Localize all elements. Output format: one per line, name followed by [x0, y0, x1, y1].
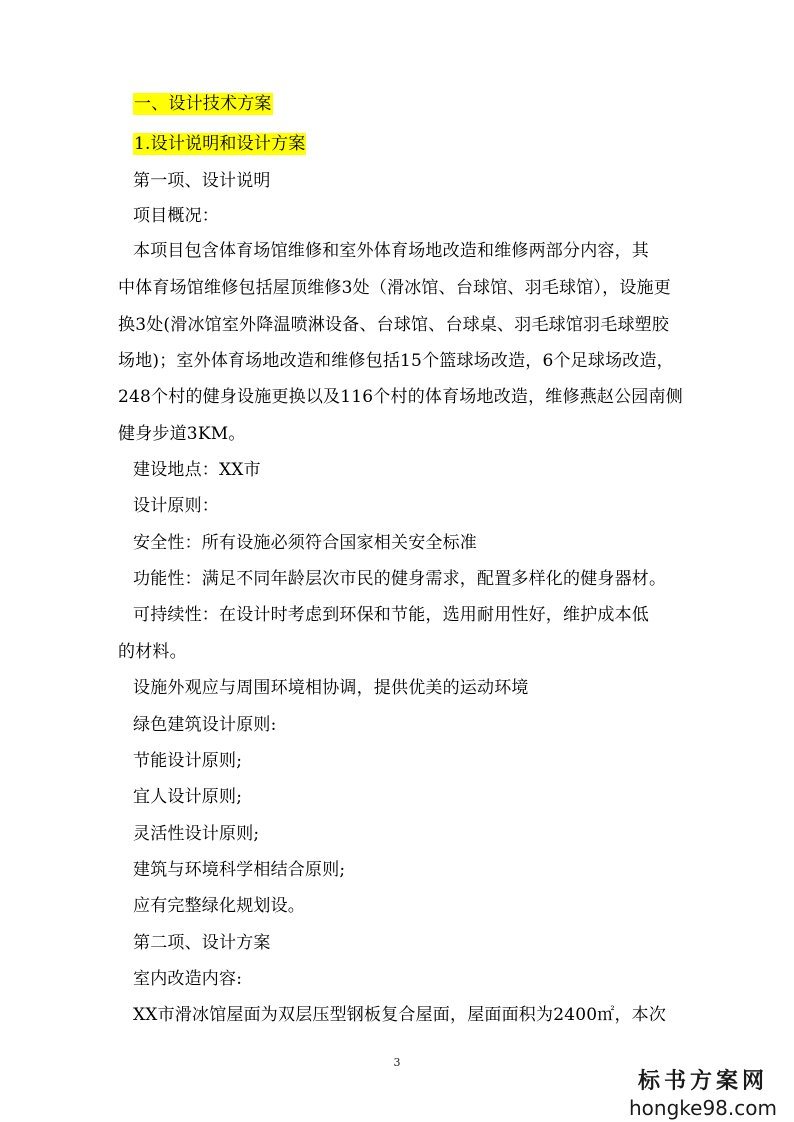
watermark-cn: 标书方案网 [637, 1069, 768, 1094]
body-line: 设计原则： [133, 496, 219, 516]
body-line: 项目概况： [133, 206, 219, 226]
body-line: 248个村的健身设施更换以及116个村的体育场地改造，维修燕赵公园南侧 [118, 387, 683, 407]
body-line: 换3处(滑冰馆室外降温喷淋设备、台球馆、台球桌、羽毛球馆羽毛球塑胶 [118, 315, 670, 335]
body-line: 建设地点：XX市 [133, 460, 261, 480]
body-line: XX市滑冰馆屋面为双层压型钢板复合屋面，屋面面积为2400㎡，本次 [133, 1005, 667, 1025]
body-line: 第二项、设计方案 [133, 933, 271, 953]
body-line: 应有完整绿化规划设。 [133, 896, 305, 916]
body-line: 室内改造内容: [133, 969, 243, 989]
heading-level-1 [133, 93, 273, 115]
body-line: 本项目包含体育场馆维修和室外体育场地改造和维修两部分内容，其 [133, 241, 649, 261]
page-number: 3 [393, 1056, 401, 1069]
body-line: 场地)；室外体育场地改造和维修包括15个篮球场改造，6个足球场改造， [118, 351, 674, 371]
body-line: 的材料。 [118, 642, 187, 662]
body-line: 可持续性：在设计时考虑到环保和节能，选用耐用性好，维护成本低 [133, 605, 649, 625]
highlighted-heading-2: 1.设计说明和设计方案 [134, 134, 306, 154]
highlighted-heading-1: 一、设计技术方案 [134, 94, 272, 114]
body-line: 健身步道3KM。 [118, 424, 246, 444]
body-line: 中体育场馆维修包括屋顶维修3处（滑冰馆、台球馆、羽毛球馆），设施更 [118, 278, 671, 298]
body-line: 安全性：所有设施必须符合国家相关安全标准 [133, 533, 477, 553]
body-line: 灵活性设计原则; [133, 824, 260, 844]
body-line: 建筑与环境科学相结合原则; [133, 860, 346, 880]
body-line: 绿色建筑设计原则: [133, 715, 277, 735]
body-line: 宜人设计原则; [133, 787, 243, 807]
body-line: 节能设计原则; [133, 751, 243, 771]
body-line: 设施外观应与周围环境相协调，提供优美的运动环境 [133, 678, 529, 698]
body-line: 功能性：满足不同年龄层次市民的健身需求，配置多样化的健身器材。 [133, 569, 667, 589]
body-line: 第一项、设计说明 [133, 171, 271, 191]
watermark-logo [628, 1068, 778, 1120]
heading-level-2 [133, 133, 306, 155]
watermark-url: hongke98.com [629, 1096, 777, 1120]
